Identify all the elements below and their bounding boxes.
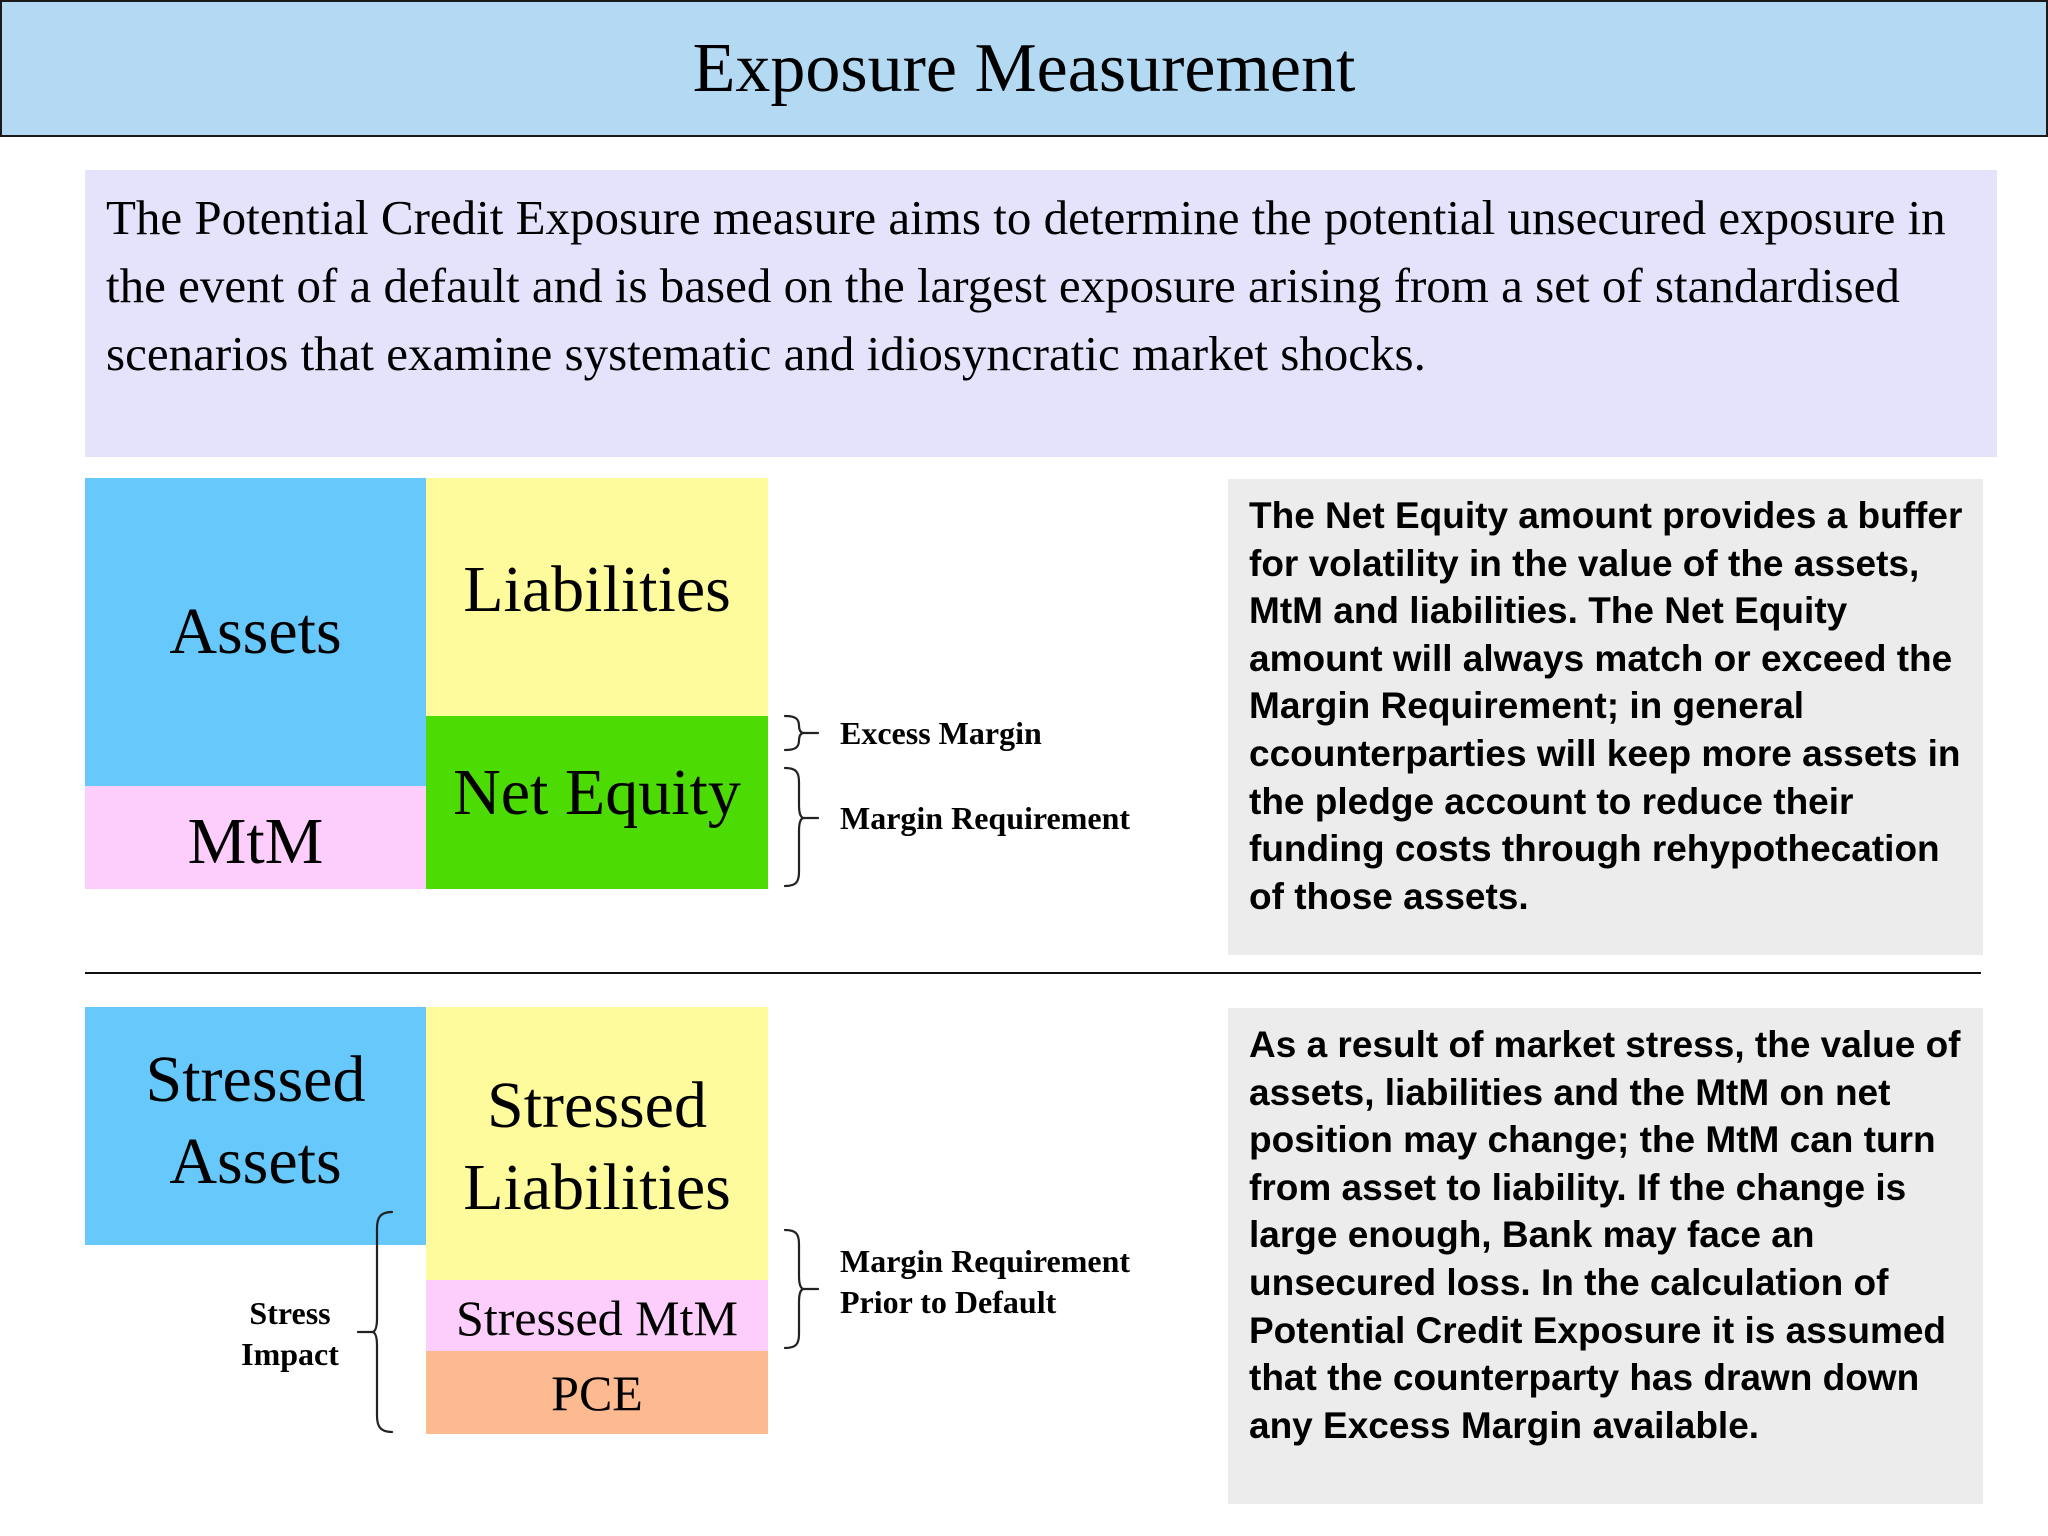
stress-impact-label [230,1293,350,1375]
excess-margin-bracket [785,716,818,750]
pce-label: PCE [551,1364,643,1421]
margin-requirement-bracket [785,768,818,886]
mtm-label: MtM [187,804,324,878]
market-stress-note: As a result of market stress, the value of assets, liabilities and the MtM on net position may change; the MtM can turn from asset to liability. If the change is large enough, Bank may face an unsecured loss. In the calculation of Potential Credit Exposure it is assumed that the counterparty has drawn down any Excess Margin available. [1228,1008,1983,1504]
stressed-assets-label-line2: Assets [169,1125,342,1198]
stressed-liabilities-block [426,1007,768,1280]
stressed-assets-label-line1: Stressed [145,1043,366,1116]
stress-impact-line2: Impact [241,1336,339,1372]
pce-block [426,1351,768,1434]
mtm-block [85,786,426,889]
excess-margin-label: Excess Margin [840,715,1042,751]
stress-impact-line1: Stress [249,1295,331,1331]
net-equity-label: Net Equity [453,755,741,829]
margin-requirement-prior-line1: Margin Requirement [840,1243,1131,1279]
net-equity-note: The Net Equity amount provides a buffer for volatility in the value of the assets, MtM and liabilities. The Net Equity amount will always match or exceed the Margin Requirement; in general ccounterparties will keep more assets in the pledge account to reduce their funding costs through rehypothecation of those assets. [1228,479,1983,955]
liabilities-block [426,478,768,716]
margin-requirement-label: Margin Requirement [840,800,1131,836]
margin-requirement-prior-line2: Prior to Default [840,1284,1057,1320]
stressed-assets-block [85,1007,426,1245]
stressed-liabilities-label-line1: Stressed [487,1068,707,1142]
intro-text: The Potential Credit Exposure measure aims to determine the potential unsecured exposure in the event of a default and is based on the largest exposure arising from a set of standardised scenarios that examine systematic and idiosyncratic market shocks. [85,170,1997,457]
section-divider [85,972,1981,974]
liabilities-label: Liabilities [463,553,731,626]
assets-block [85,478,426,786]
stressed-liabilities-label-line2: Liabilities [463,1150,731,1224]
page-title: Exposure Measurement [692,29,1356,107]
stressed-mtm-label: Stressed MtM [456,1289,738,1346]
net-equity-block [426,716,768,889]
margin-requirement-prior-bracket [785,1230,818,1348]
margin-requirement-prior-label [840,1241,1130,1323]
stressed-mtm-block [426,1280,768,1351]
stress-impact-bracket [358,1212,392,1432]
title-bar [0,0,2048,137]
assets-label: Assets [169,595,342,668]
